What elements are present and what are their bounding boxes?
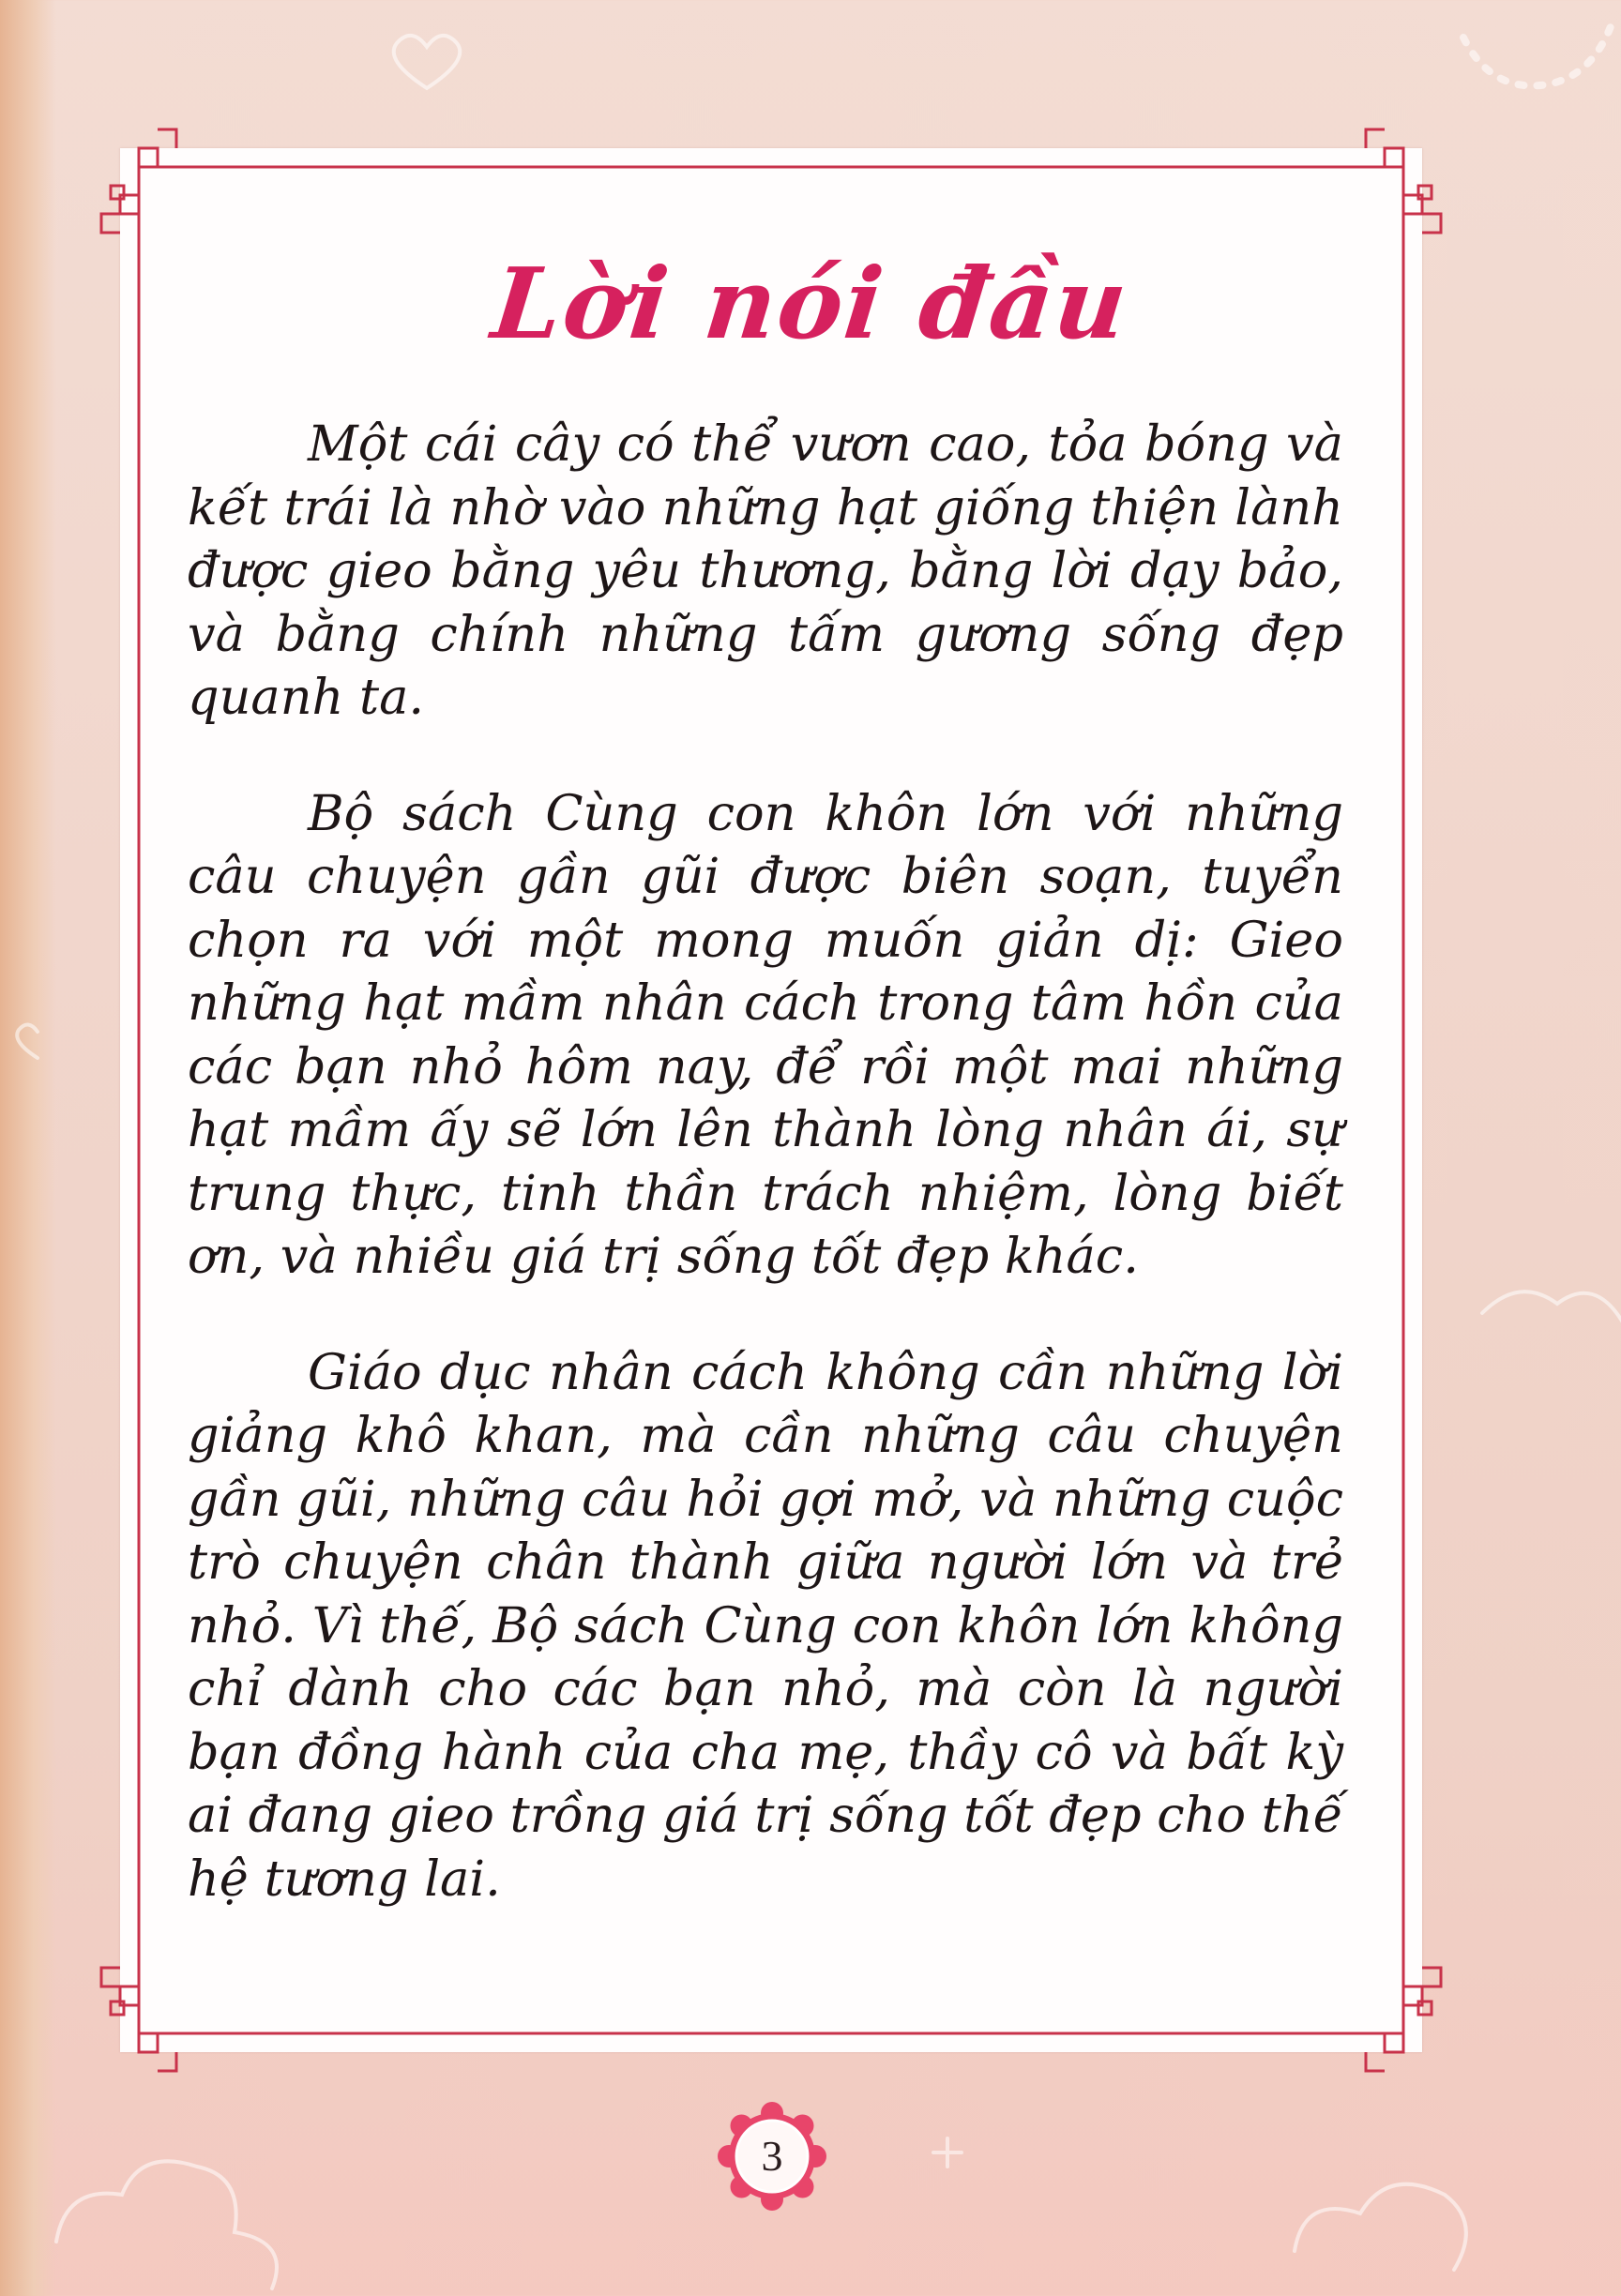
- paragraph-3: Giáo dục nhân cách không cần những lời giảng khô khan, mà cần những câu chuyện gần gũi, những câu hỏi gợi mở, và những cuộc trò chuyện chân thành giữa người lớn và trẻ nhỏ. Vì thế, Bộ sách Cùng con khôn lớn không chỉ dành cho các bạn nhỏ, mà còn là người bạn đồng hành của cha mẹ, thầy cô và bất kỳ ai đang gieo trồng giá trị sống tốt đẹp cho thế hệ tương lai.: [188, 1343, 1343, 1908]
- paragraph-2: Bộ sách Cùng con khôn lớn với những câu chuyện gần gũi được biên soạn, tuyển chọn ra với một mong muốn giản dị: Gieo những hạt mầm nhân cách trong tâm hồn của các bạn nhỏ hôm nay, để rồi một mai những hạt mầm ấy sẽ lớn lên thành lòng nhân ái, sự trung thực, tinh thần trách nhiệm, lòng biết ơn, và nhiều giá trị sống tốt đẹp khác.: [188, 784, 1343, 1285]
- page-number: 3: [761, 2132, 783, 2180]
- paragraph-1: Một cái cây có thể vươn cao, tỏa bóng và kết trái là nhờ vào những hạt giống thiện lành được gieo bằng yêu thương, bằng lời dạy bảo, và bằng chính những tấm gương sống đẹp quanh ta.: [188, 415, 1343, 726]
- body-text: [188, 413, 1343, 1911]
- page-title: Lời nói đầu: [487, 246, 1134, 361]
